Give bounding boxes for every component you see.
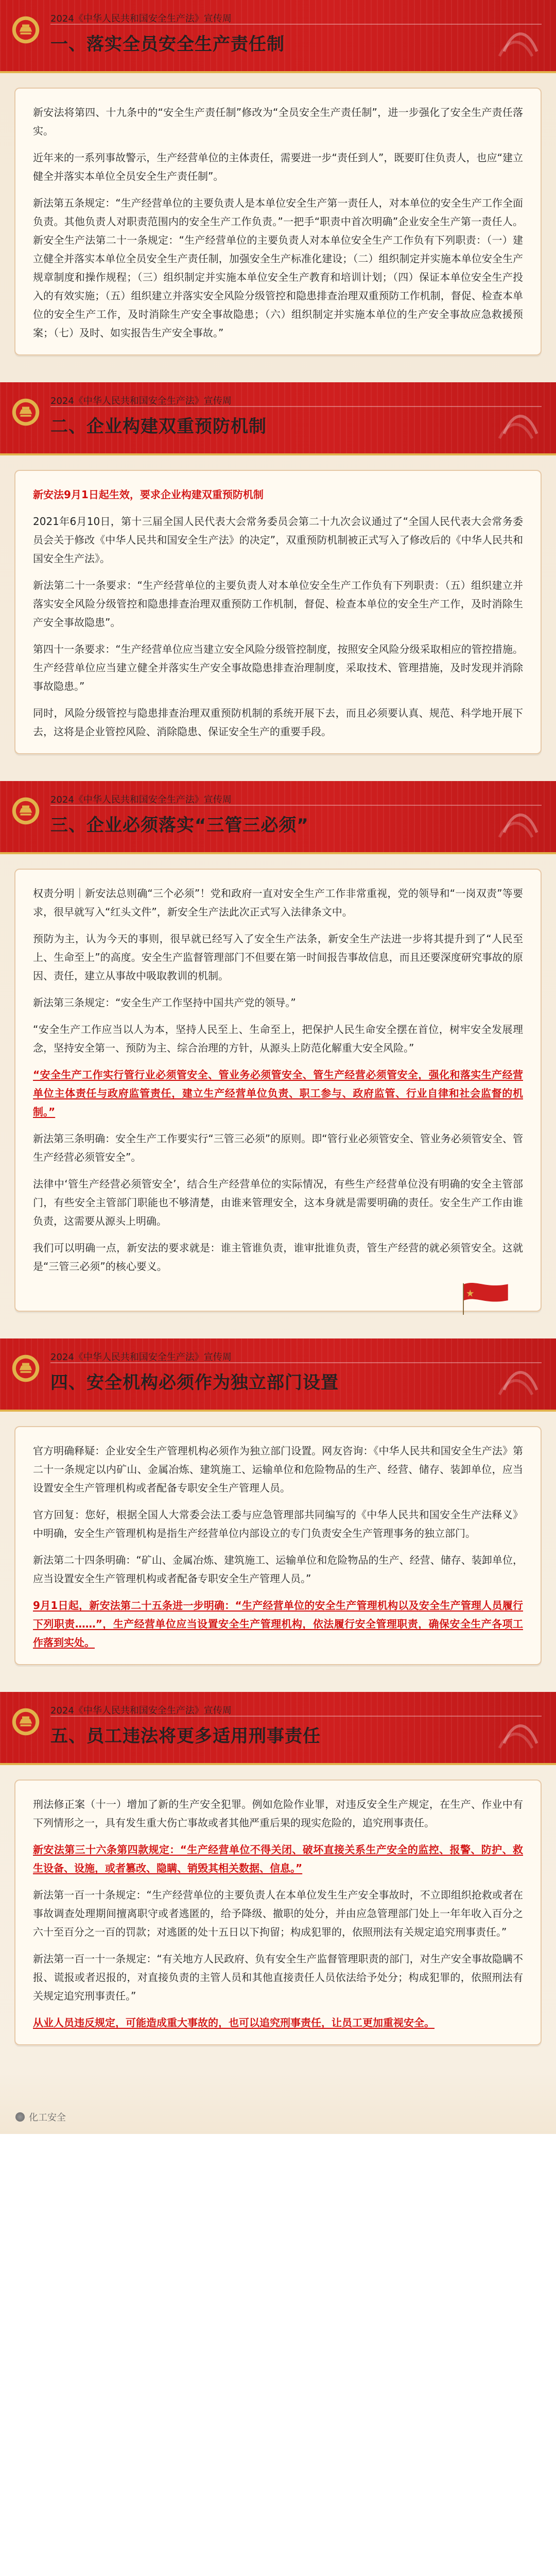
header-subtitle: 2024《中华人民共和国安全生产法》宣传周 bbox=[50, 1705, 232, 1716]
paragraph bbox=[33, 1129, 523, 1166]
decorative-pattern-icon bbox=[446, 9, 544, 61]
highlight-text: 从业人员违反规定，可能造成重大事故的，也可以追究刑事责任，让员工更加重视安全。 bbox=[33, 2016, 435, 2029]
paragraph-text: “安全生产工作应当以人为本，坚持人民至上、生命至上，把保护人民生命安全摆在首位，树牢安全发展理念，坚持安全第一、预防为主、综合治理的方针，从源头上防范化解重大安全风险。” bbox=[33, 1023, 523, 1054]
section-title: 四、安全机构必须作为独立部门设置 bbox=[50, 1372, 339, 1393]
footer-brand-text: 化工安全 bbox=[29, 2112, 66, 2123]
paragraph-text: 新法第三条明确：安全生产工作要实行“三管三必须”的原则。即“管行业必须管安全、管业务必须管安全、管生产经营必须管安全”。 bbox=[33, 1132, 523, 1163]
highlight-text: 新安法9月1日起生效，要求企业构建双重预防机制 bbox=[33, 488, 264, 501]
paragraph-text: 同时，风险分级管控与隐患排查治理双重预防机制的系统开展下去，而且必须要认真、规范、科学地开展下去，这将是企业管控风险、消除隐患、保证安全生产的重要手段。 bbox=[33, 707, 523, 738]
paragraph bbox=[33, 640, 523, 696]
paragraph-text: 新法第一百一十一条规定：“有关地方人民政府、负有安全生产监督管理职责的部门，对生产安全事故隐瞒不报、谎报或者迟报的，对直接负责的主管人员和其他直接责任人员依法给予处分；构成犯罪的，依照刑法有关规定追究刑事责任。” bbox=[33, 1953, 523, 2002]
footer-brand bbox=[15, 2110, 66, 2124]
paragraph-text: 法律中‘管生产经营必须管安全’，结合生产经营单位的实际情况，有些生产经营单位没有明确的安全主管部门，有些安全主管部门职能也不够清楚，由谁来管理安全，这本身就是需要明确的责任。安全生产工作由谁负责，这需要从源头上明确。 bbox=[33, 1178, 523, 1227]
highlight-text: 新安法第三十六条第四款规定：“生产经营单位不得关闭、破坏直接关系生产安全的监控、报警、防护、救生设备、设施，或者篡改、隐瞒、销毁其相关数据、信息。” bbox=[33, 1843, 523, 1874]
section-header bbox=[0, 1692, 556, 1765]
paragraph bbox=[33, 2013, 523, 2032]
paragraph-text: 新法第二十四条明确：“矿山、金属冶炼、建筑施工、运输单位和危险物品的生产、经营、储存、装卸单位，应当设置安全生产管理机构或者配备专职安全生产管理人员。” bbox=[33, 1554, 523, 1585]
brand-icon bbox=[15, 2112, 25, 2122]
flag-icon bbox=[457, 1279, 514, 1315]
paragraph bbox=[33, 485, 523, 504]
section-3 bbox=[0, 781, 556, 1312]
section-content bbox=[14, 470, 542, 754]
paragraph-text: 官方回复：您好，根据全国人大常委会法工委与应急管理部共同编写的《中华人民共和国安全生产法释义》中明确，安全生产管理机构是指生产经营单位内部设立的专门负责安全生产管理事务的独立部门。 bbox=[33, 1509, 523, 1539]
paragraph-text: 我们可以明确一点，新安法的要求就是：谁主管谁负责，谁审批谁负责，管生产经营的就必须管安全。这就是“三管三必须”的核心要义。 bbox=[33, 1242, 523, 1273]
paragraph-text: 近年来的一系列事故警示，生产经营单位的主体责任，需要进一步“责任到人”，既要盯住负责人，也应“建立健全并落实本单位全员安全生产责任制”。 bbox=[33, 151, 523, 182]
section-content bbox=[14, 869, 542, 1312]
section-title: 二、企业构建双重预防机制 bbox=[50, 416, 267, 437]
emblem-icon bbox=[11, 398, 40, 427]
highlight-text: 9月1日起，新安法第二十五条进一步明确：“生产经营单位的安全生产管理机构以及安全生产管理人员履行下列职责……”，生产经营单位应当设置安全生产管理机构，依法履行安全管理职责，确保安全生产各项工作落到实处。 bbox=[33, 1599, 523, 1649]
paragraph-text: 新法第三条规定：“安全生产工作坚持中国共产党的领导。” bbox=[33, 996, 296, 1009]
emblem-icon bbox=[11, 796, 40, 825]
header-subtitle: 2024《中华人民共和国安全生产法》宣传周 bbox=[50, 1352, 232, 1363]
section-header bbox=[0, 382, 556, 455]
decorative-pattern-icon bbox=[446, 1348, 544, 1399]
paragraph bbox=[33, 1239, 523, 1276]
emblem-icon bbox=[11, 1354, 40, 1383]
paragraph-text: 2021年6月10日，第十三届全国人民代表大会常务委员会第二十九次会议通过了“全国人民代表大会常务委员会关于修改《中华人民共和国安全生产法》的决定”，双重预防机制被正式写入了修改后的《中华人民共和国安全生产法》。 bbox=[33, 515, 523, 565]
header-subtitle: 2024《中华人民共和国安全生产法》宣传周 bbox=[50, 396, 232, 406]
paragraph bbox=[33, 1175, 523, 1230]
emblem-icon bbox=[11, 15, 40, 44]
decorative-pattern-icon bbox=[446, 1701, 544, 1753]
paragraph-text: 官方明确释疑：企业安全生产管理机构必须作为独立部门设置。网友咨询：《中华人民共和国安全生产法》第二十一条规定以内矿山、金属冶炼、建筑施工、运输单位和危险物品的生产、经营、储存、装卸单位，应当设置安全生产管理机构或者配备专职安全生产管理人员。 bbox=[33, 1445, 523, 1494]
paragraph bbox=[33, 1442, 523, 1497]
footer bbox=[0, 2072, 556, 2134]
highlight-text: “安全生产工作实行管行业必须管安全、管业务必须管安全、管生产经营必须管安全，强化和落实生产经营单位主体责任与政府监管责任，建立生产经营单位负责、职工参与、政府监管、行业自律和社会监督的机制。” bbox=[33, 1069, 523, 1118]
paragraph-text: 新法第一百一十条规定：“生产经营单位的主要负责人在本单位发生生产安全事故时，不立即组织抢救或者在事故调查处理期间擅离职守或者逃匿的，给予降级、撤职的处分，并由应急管理部门处上一年年收入百分之六十至百分之一百的罚款；对逃匿的处十五日以下拘留；构成犯罪的，依照刑法有关规定追究刑事责任。” bbox=[33, 1889, 523, 1938]
paragraph bbox=[33, 1596, 523, 1652]
section-title: 三、企业必须落实“三管三必须” bbox=[50, 815, 309, 836]
decorative-pattern-icon bbox=[446, 790, 544, 842]
paragraph bbox=[33, 103, 523, 140]
emblem-icon bbox=[11, 1707, 40, 1736]
flag-row bbox=[33, 1284, 523, 1298]
section-content bbox=[14, 1780, 542, 2045]
section-content bbox=[14, 1426, 542, 1665]
section-2 bbox=[0, 382, 556, 754]
paragraph bbox=[33, 929, 523, 985]
section-header bbox=[0, 781, 556, 854]
header-subtitle: 2024《中华人民共和国安全生产法》宣传周 bbox=[50, 794, 232, 805]
paragraph bbox=[33, 1551, 523, 1588]
paragraph bbox=[33, 1065, 523, 1121]
paragraph bbox=[33, 1840, 523, 1877]
paragraph bbox=[33, 194, 523, 342]
section-title: 一、落实全员安全生产责任制 bbox=[50, 34, 285, 55]
paragraph bbox=[33, 704, 523, 741]
paragraph-text: 新法第二十一条要求：“生产经营单位的主要负责人对本单位安全生产工作负有下列职责：（五）组织建立并落实安全风险分级管控和隐患排查治理双重预防工作机制，督促、检查本单位的安全生产工作，及时消除生产安全事故隐患”。 bbox=[33, 579, 523, 629]
paragraph bbox=[33, 884, 523, 921]
header-subtitle: 2024《中华人民共和国安全生产法》宣传周 bbox=[50, 13, 232, 24]
paragraph bbox=[33, 1505, 523, 1543]
paragraph bbox=[33, 1020, 523, 1057]
section-content bbox=[14, 88, 542, 355]
paragraph-text: 权责分明｜新安法总则确“三个必须”！党和政府一直对安全生产工作非常重视，党的领导和“一岗双责”等要求，很早就写入“红头文件”，新安全生产法此次正式写入法律条文中。 bbox=[33, 887, 523, 918]
section-5 bbox=[0, 1692, 556, 2045]
paragraph-text: 预防为主，认为今天的事则，很早就已经写入了安全生产法条，新安全生产法进一步将其提升到了“人民至上、生命至上”的高度。安全生产监督管理部门不但要在第一时间报告事故信息，而且还要深度研究事故的原因、责任，建立从事故中吸取教训的机制。 bbox=[33, 933, 523, 982]
section-1 bbox=[0, 0, 556, 355]
section-header bbox=[0, 0, 556, 73]
paragraph bbox=[33, 993, 523, 1012]
paragraph bbox=[33, 512, 523, 568]
paragraph bbox=[33, 148, 523, 185]
paragraph bbox=[33, 1886, 523, 1941]
section-4 bbox=[0, 1338, 556, 1665]
paragraph-text: 刑法修正案（十一）增加了新的生产安全犯罪。例如危险作业罪，对违反安全生产规定，在生产、作业中有下列情形之一，具有发生重大伤亡事故或者其他严重后果的现实危险的，追究刑事责任。 bbox=[33, 1798, 523, 1829]
section-title: 五、员工违法将更多适用刑事责任 bbox=[50, 1726, 321, 1747]
paragraph bbox=[33, 1795, 523, 1832]
paragraph bbox=[33, 576, 523, 632]
paragraph-text: 新法第五条规定：“生产经营单位的主要负责人是本单位安全生产第一责任人，对本单位的安全生产工作全面负责。其他负责人对职责范围内的安全生产工作负责。”一把手“职责中首次明确”企业安全生产第一责任人。新安全生产法第二十一条规定：“生产经营单位的主要负责人对本单位安全生产工作负有下列职责：（一）建立健全并落实本单位全员安全生产责任制，加强安全生产标准化建设；（二）组织制定并实施本单位安全生产规章制度和操作规程；（三）组织制定并实施本单位安全生产教育和培训计划；（四）保证本单位安全生产投入的有效实施；（五）组织建立并落实安全风险分级管控和隐患排查治理双重预防工作机制，督促、检查本单位的安全生产工作，及时消除生产安全事故隐患；（六）组织制定并实施本单位的生产安全事故应急救援预案；（七）及时、如实报告生产安全事故。” bbox=[33, 197, 523, 339]
decorative-pattern-icon bbox=[446, 392, 544, 443]
section-header bbox=[0, 1338, 556, 1412]
paragraph-text: 第四十一条要求：“生产经营单位应当建立安全风险分级管控制度，按照安全风险分级采取相应的管控措施。生产经营单位应当建立健全并落实生产安全事故隐患排查治理制度，采取技术、管理措施，及时发现并消除事故隐患。” bbox=[33, 643, 523, 692]
paragraph bbox=[33, 1950, 523, 2005]
paragraph-text: 新安法将第四、十九条中的“安全生产责任制”修改为“全员安全生产责任制”，进一步强化了安全生产责任落实。 bbox=[33, 106, 523, 137]
